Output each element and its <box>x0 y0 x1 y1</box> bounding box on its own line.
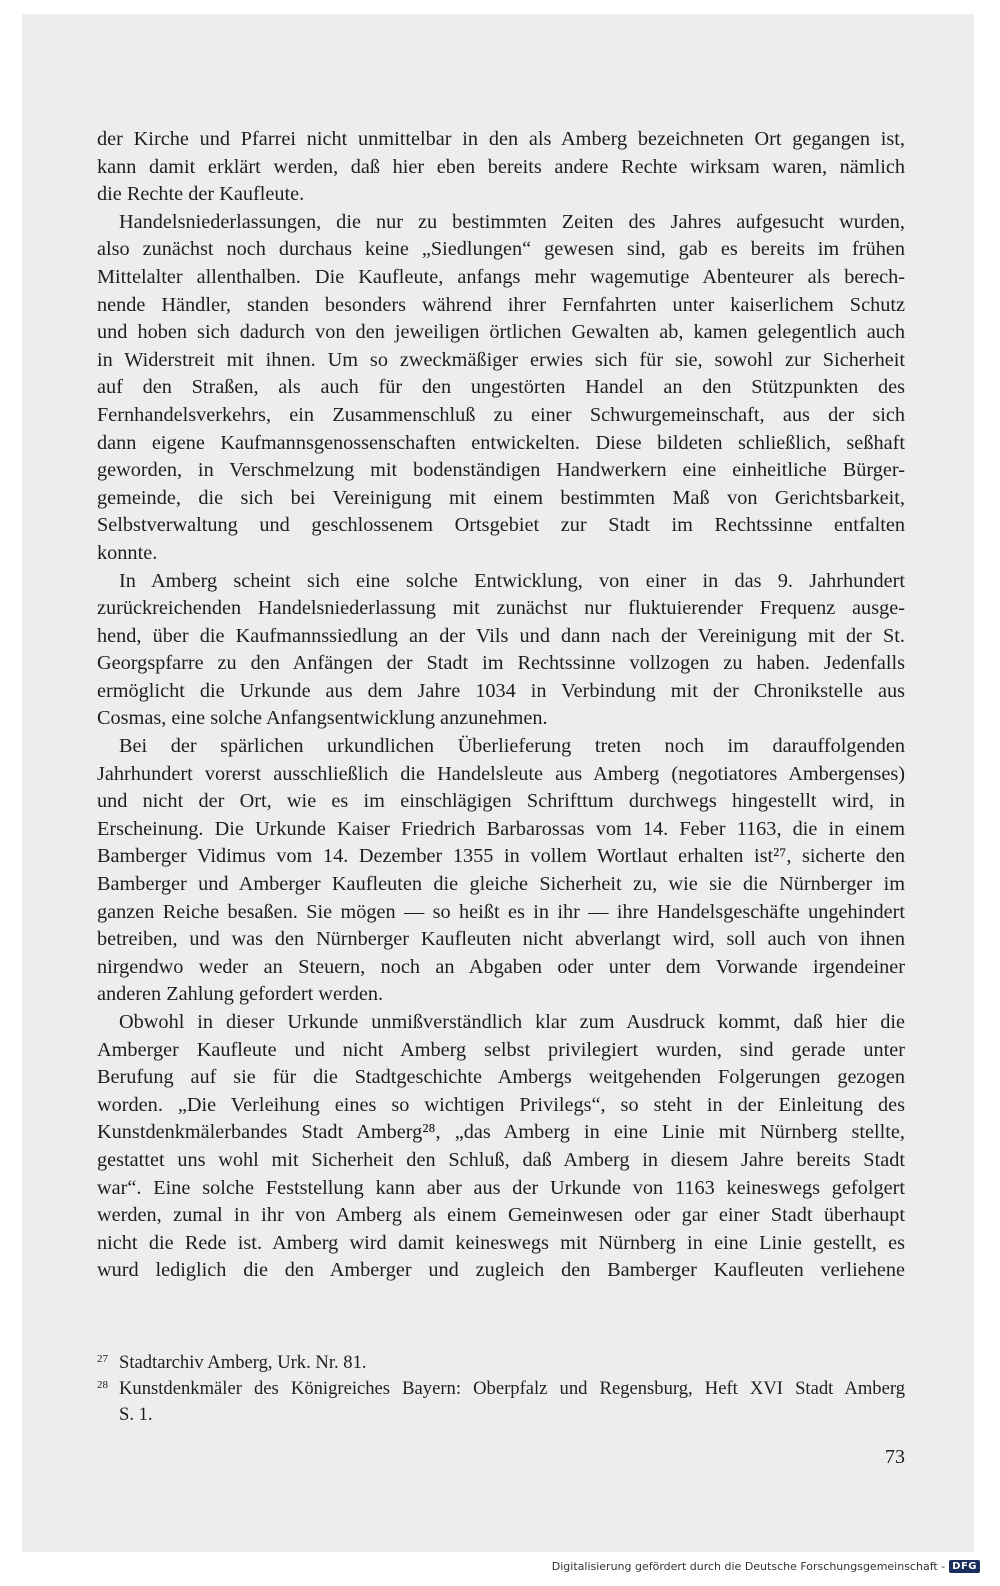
footnote-text: Kunstdenkmäler des Königreiches Bayern: Oberpfalz und Regensburg, Heft XVI Stadt Amberg <box>119 1378 905 1399</box>
text-line: In Amberg scheint sich eine solche Entwicklung, von einer in das 9. Jahrhundert <box>119 569 905 592</box>
text-line: nende Händler, standen besonders während ihrer Fernfahrten unter kaiserlichem Schutz <box>97 293 905 316</box>
text-line: Kunstdenkmälerbandes Stadt Amberg²⁸, „das Amberg in eine Linie mit Nürnberg stellte, <box>97 1121 905 1144</box>
text-line: Amberger Kaufleute und nicht Amberg selbst privilegiert wurden, sind gerade unter <box>97 1038 905 1061</box>
text-line: nicht die Rede ist. Amberg wird damit keineswegs mit Nürnberg in eine Linie gestellt, es <box>97 1231 905 1254</box>
text-line: betreiben, und was den Nürnberger Kaufleuten nicht abverlangt wird, soll auch von ihnen <box>97 928 905 951</box>
text-line: Bamberger Vidimus vom 14. Dezember 1355 in vollem Wortlaut erhalten ist²⁷, sicherte den <box>97 845 905 868</box>
text-line: und hoben sich dadurch von den jeweiligen örtlichen Gewalten ab, kamen gelegentlich auch <box>97 321 905 344</box>
text-line: gestattet uns wohl mit Sicherheit den Schluß, daß Amberg in diesem Jahre bereits Stadt <box>97 1148 905 1171</box>
text-line: auf den Straßen, als auch für den ungestörten Handel an den Stützpunkten des <box>97 376 905 399</box>
text-line: die Rechte der Kaufleute. <box>97 183 305 206</box>
text-line: kann damit erklärt werden, daß hier eben bereits andere Rechte wirksam waren, nämlich <box>97 155 905 178</box>
text-line: Bamberger und Amberger Kaufleuten die gleiche Sicherheit zu, wie sie die Nürnberger im <box>97 873 905 896</box>
text-line: gemeinde, die sich bei Vereinigung mit einem bestimmten Maß von Gerichtsbarkeit, <box>97 486 905 509</box>
footnote-line <box>97 1402 905 1428</box>
body-text <box>97 126 905 1285</box>
text-line: ganzen Reiche besaßen. Sie mögen — so heißt es in ihr — ihre Handelsgeschäfte ungehindert <box>97 900 905 923</box>
text-line: Jahrhundert vorerst ausschließlich die Handelsleute aus Amberg (negotiatores Ambergenses) <box>97 762 905 785</box>
text-line: hend, über die Kaufmannssiedlung an der Vils und dann nach der Vereinigung mit der St. <box>97 624 905 647</box>
text-line: Fernhandelsverkehrs, ein Zusammenschluß zu einer Schwurgemeinschaft, aus der sich <box>97 403 905 426</box>
footnote-line <box>97 1376 905 1402</box>
text-line: konnte. <box>97 541 158 564</box>
dfg-footer-text: Digitalisierung gefördert durch die Deutsche Forschungsgemeinschaft - <box>551 1560 946 1573</box>
text-line: Mittelalter allenthalben. Die Kaufleute, anfangs mehr wagemutige Abenteurer als berech- <box>97 265 905 288</box>
text-line: in Widerstreit mit ihnen. Um so zweckmäßiger erwies sich für sie, sowohl zur Sicherheit <box>97 348 905 371</box>
text-line: Selbstverwaltung und geschlossenem Ortsgebiet zur Stadt im Rechtssinne entfalten <box>97 514 905 537</box>
text-line: Obwohl in dieser Urkunde unmißverständlich klar zum Ausdruck kommt, daß hier die <box>119 1011 905 1033</box>
page-number: 73 <box>885 1446 905 1468</box>
text-line: Handelsniederlassungen, die nur zu bestimmten Zeiten des Jahres aufgesucht wurden, <box>119 210 905 233</box>
text-line: dann eigene Kaufmannsgenossenschaften entwickelten. Diese bildeten schließlich, seßhaft <box>97 431 905 454</box>
text-line: Berufung auf sie für die Stadtgeschichte Ambergs weitgehenden Folgerungen gezogen <box>97 1066 905 1089</box>
dfg-footer <box>552 1560 980 1573</box>
text-line: nirgendwo weder an Steuern, noch an Abgaben oder unter dem Vorwande irgendeiner <box>97 955 905 978</box>
footnote-number: 27 <box>97 1353 108 1365</box>
footnote-text: Stadtarchiv Amberg, Urk. Nr. 81. <box>119 1352 367 1373</box>
text-line: geworden, in Verschmelzung mit bodenständigen Handwerkern eine einheitliche Bürger- <box>97 459 905 482</box>
text-line: und nicht der Ort, wie es im einschlägigen Schrifttum durchwegs hingestellt wird, in <box>97 790 905 813</box>
text-line: Georgspfarre zu den Anfängen der Stadt im Rechtssinne vollzogen zu haben. Jedenfalls <box>97 652 905 675</box>
footnote-number: 28 <box>97 1379 108 1391</box>
scanned-page <box>22 14 974 1552</box>
text-line: zurückreichenden Handelsniederlassung mit zunächst nur fluktuierender Frequenz ausge- <box>97 597 905 620</box>
text-line: also zunächst noch durchaus keine „Siedlungen“ gewesen sind, gab es bereits im frühen <box>97 238 905 261</box>
text-line: Bei der spärlichen urkundlichen Überlieferung treten noch im darauffolgenden <box>119 735 905 758</box>
text-line: worden. „Die Verleihung eines so wichtigen Privilegs“, so steht in der Einleitung des <box>97 1093 905 1116</box>
text-line: war“. Eine solche Feststellung kann aber aus der Urkunde von 1163 keineswegs gefolgert <box>97 1176 905 1199</box>
footnotes <box>97 1350 905 1428</box>
text-line: Cosmas, eine solche Anfangsentwicklung anzunehmen. <box>97 707 548 730</box>
footnote-text: S. 1. <box>119 1404 153 1425</box>
text-line: anderen Zahlung gefordert werden. <box>97 983 384 1006</box>
text-line: ermöglicht die Urkunde aus dem Jahre 1034 in Verbindung mit der Chronikstelle aus <box>97 679 905 702</box>
dfg-logo: DFG <box>949 1560 980 1573</box>
text-line: wurd lediglich die den Amberger und zugleich den Bamberger Kaufleuten verliehene <box>97 1259 905 1282</box>
text-line: der Kirche und Pfarrei nicht unmittelbar in den als Amberg bezeichneten Ort gegangen ist, <box>97 128 905 150</box>
text-line: werden, zumal in ihr von Amberg als einem Gemeinwesen oder gar einer Stadt überhaupt <box>97 1204 905 1227</box>
footnote-line <box>97 1350 905 1376</box>
text-line: Erscheinung. Die Urkunde Kaiser Friedrich Barbarossas vom 14. Feber 1163, die in einem <box>97 817 905 840</box>
